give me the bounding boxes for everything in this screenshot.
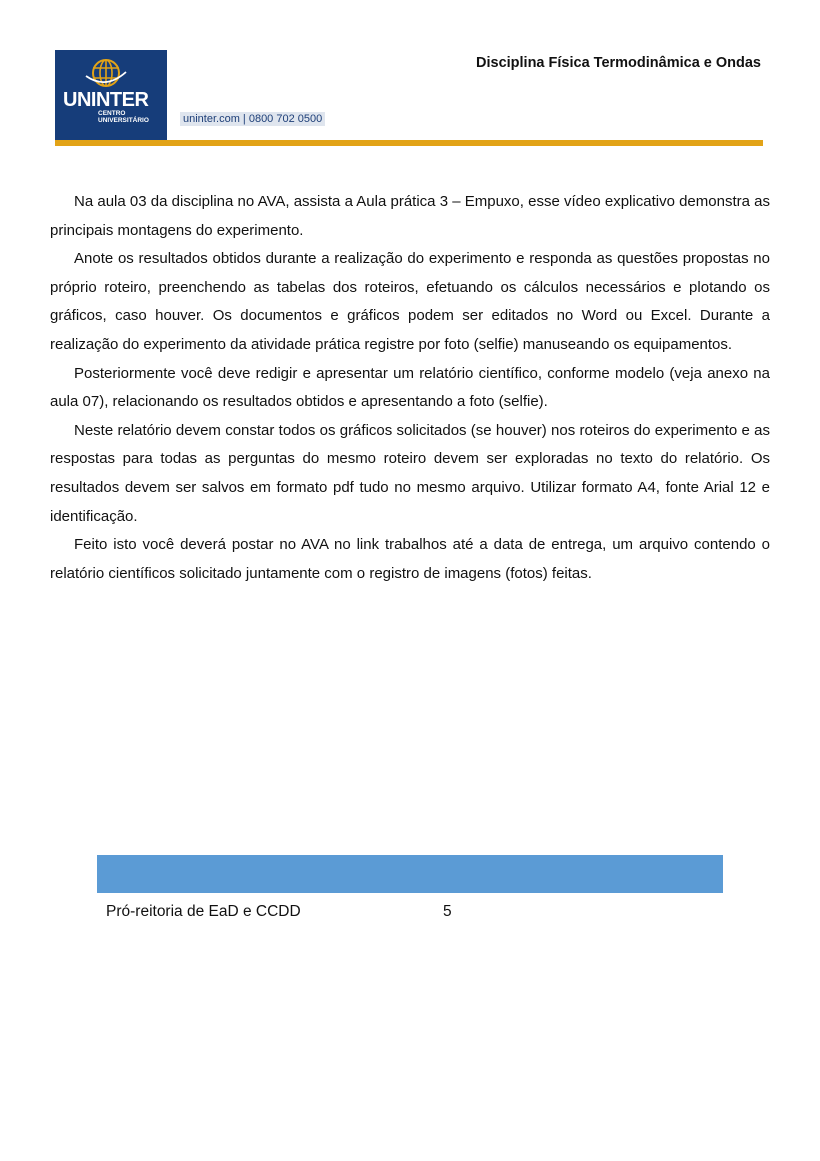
footer-bar: [97, 855, 723, 893]
globe-icon: [84, 56, 128, 90]
footer-label: Pró-reitoria de EaD e CCDD: [106, 903, 301, 920]
page-number: 5: [443, 903, 452, 920]
page-header-title: Disciplina Física Termodinâmica e Ondas: [476, 55, 761, 71]
paragraph: Na aula 03 da disciplina no AVA, assista a Aula prática 3 – Empuxo, esse vídeo explicativo demonstra as principais montagens do experimento.: [50, 193, 770, 239]
paragraph: Anote os resultados obtidos durante a realização do experimento e responda as questões propostas no próprio roteiro, preenchendo as tabelas dos roteiros, efetuando os cálculos necessários e plotando os gráficos, caso houver. Os documentos e gráficos podem ser editados no Word ou Excel. Durante a realização do experimento da atividade prática registre por foto (selfie) manuseando os equipamentos.: [50, 250, 770, 353]
body-text: [50, 188, 770, 588]
uninter-logo: [55, 50, 167, 140]
paragraph: Posteriormente você deve redigir e apresentar um relatório científico, conforme modelo (veja anexo na aula 07), relacionando os resultados obtidos e apresentando a foto (selfie).: [50, 364, 770, 411]
logo-subtitle: CENTRO UNIVERSITÁRIO: [98, 110, 149, 124]
paragraph: Neste relatório devem constar todos os gráficos solicitados (se houver) nos roteiros do experimento e as respostas para todas as perguntas do mesmo roteiro devem ser exploradas no texto do relatório. Os resultados devem ser salvos em formato pdf tudo no mesmo arquivo. Utilizar formato A4, fonte Arial 12 e identificação.: [50, 421, 770, 525]
logo-name: UNINTER: [63, 89, 149, 111]
contact-info: uninter.com | 0800 702 0500: [180, 112, 325, 126]
header-rule: [55, 140, 763, 146]
paragraph: Feito isto você deverá postar no AVA no link trabalhos até a data de entrega, um arquivo contendo o relatório científicos solicitado juntamente com o registro de imagens (fotos) feitas.: [50, 536, 770, 582]
